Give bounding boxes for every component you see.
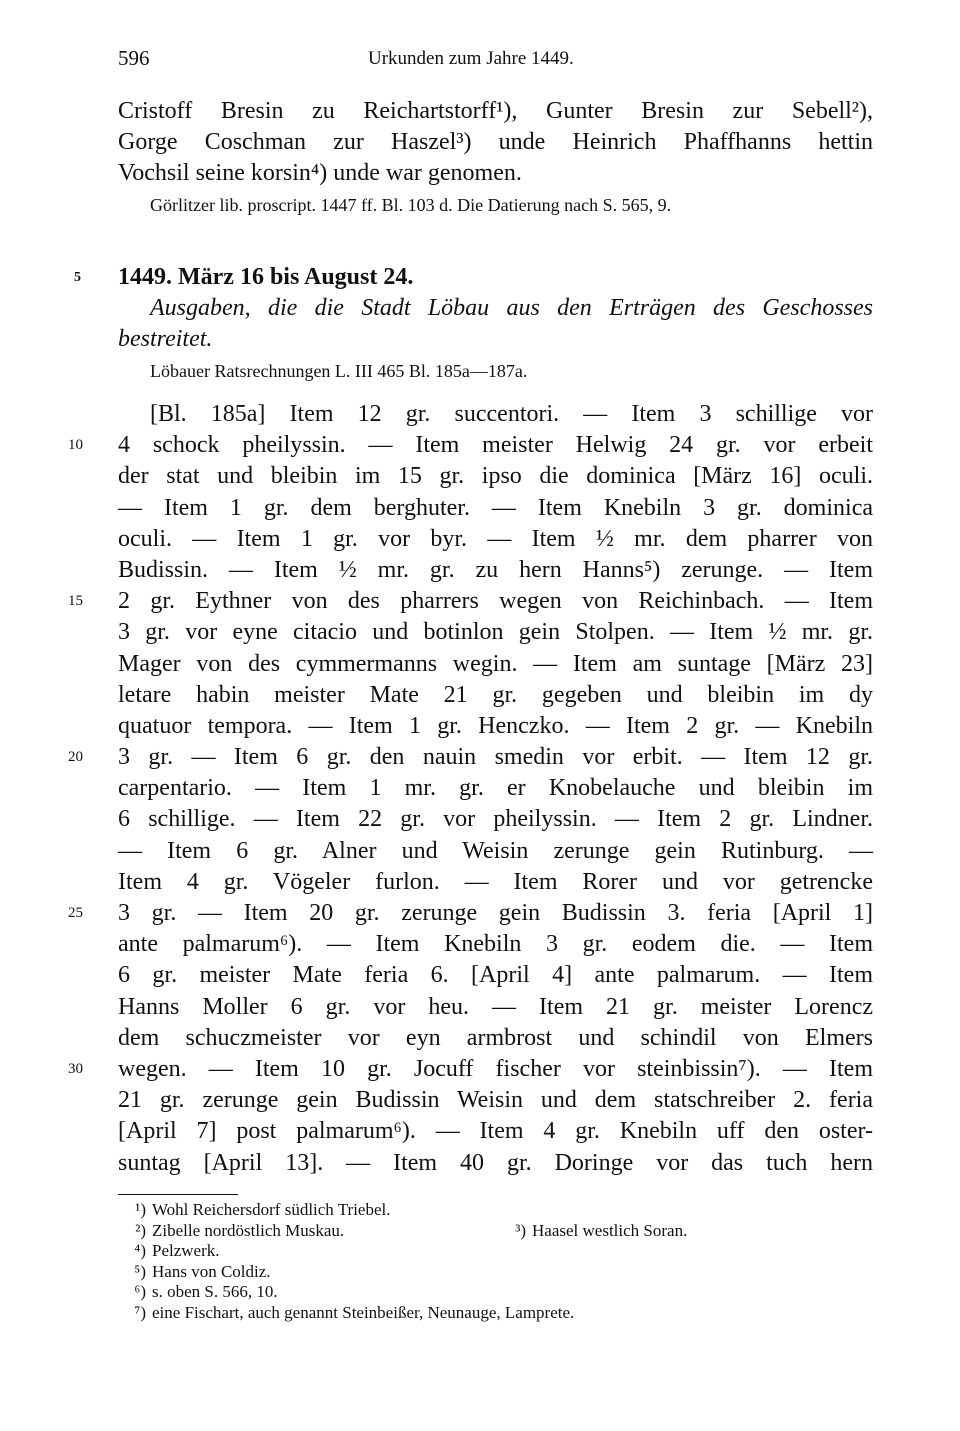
running-head: Urkunden zum Jahre 1449. [368,48,574,69]
footnote [498,1221,687,1242]
page-header [118,46,872,76]
text-line [118,867,873,898]
footnote-text: Pelzwerk. [152,1241,220,1260]
text-line [118,960,873,991]
footnote-mark: ¹) [135,1200,146,1219]
intro-source-note: Görlitzer lib. proscript. 1447 ff. Bl. 103 d. Die Datierung nach S. 565, 9. [150,194,672,215]
page-number: 596 [118,46,150,70]
footnote [118,1303,818,1324]
footnotes [118,1200,818,1323]
line-text: [April 7] post palmarum⁶). — Item 4 gr. Knebiln uff den oster- [118,1118,873,1145]
text-line [118,680,873,711]
text-line [118,929,873,960]
footnote-text: eine Fischart, auch genannt Steinbeißer, Neunauge, Lamprete. [152,1302,575,1322]
line-number: 5 [74,270,81,285]
text-line [118,649,873,680]
line-text: carpentario. — Item 1 mr. gr. er Knobelauche und bleibin im [118,775,873,802]
line-text: 3 gr. — Item 6 gr. den nauin smedin vor erbit. — Item 12 gr. [118,744,873,771]
text-line [68,742,873,773]
footnote-mark: ⁵) [134,1261,146,1281]
line-text: letare habin meister Mate 21 gr. gegeben und bleibin im dy [118,681,873,708]
line-number: 25 [68,905,83,921]
line-text: 3 gr. vor eyne citacio und botinlon gein Stolpen. — Item ½ mr. gr. [118,619,873,646]
line-text: Budissin. — Item ½ mr. gr. zu hern Hanns⁵) zerunge. — Item [118,556,873,583]
line-text: Item 4 gr. Vögeler furlon. — Item Rorer und vor getrencke [118,868,873,895]
text-line [118,836,873,867]
footnote-text: Hans von Coldiz. [152,1261,271,1281]
text-line [68,898,873,929]
text-line: Gorge Coschman zur Haszel³) unde Heinrich Phaffhanns hettin [118,129,873,156]
line-text: 6 gr. meister Mate feria 6. [April 4] ante palmarum. — Item [118,962,873,989]
line-text: dem schuczmeister vor eyn armbrost und schindil von Elmers [118,1024,873,1051]
text-line [118,773,873,804]
footnote-mark: ²) [135,1220,146,1240]
text-line [118,399,873,430]
text-line: Vochsil seine korsin⁴) unde war genomen. [118,160,522,187]
entry-block [74,262,873,387]
line-text: Mager von des cymmermanns wegin. — Item am suntage [März 23] [118,650,873,677]
text-line [118,1116,873,1147]
footnote-mark: ⁴) [134,1241,146,1260]
line-text: 4 schock pheilyssin. — Item meister Helwig 24 gr. vor erbeit [118,432,873,459]
footnote [118,1241,818,1262]
footnote-text: s. oben S. 566, 10. [152,1282,278,1301]
text-line [68,1054,873,1085]
line-text: quatuor tempora. — Item 1 gr. Henczko. — Item 2 gr. — Knebiln [118,712,873,739]
line-number: 30 [68,1060,83,1077]
line-text: wegen. — Item 10 gr. Jocuff fischer vor steinbissin⁷). — Item [118,1055,873,1082]
footnote [118,1200,818,1221]
text-line [68,430,873,461]
text-line [118,1085,873,1116]
text-line [118,524,873,555]
text-line [118,1148,873,1179]
text-line [118,711,873,742]
footnote-text: Haasel westlich Soran. [532,1220,688,1240]
line-text: suntag [April 13]. — Item 40 gr. Doringe vor das tuch hern [118,1149,873,1176]
entry-date-heading [74,262,873,293]
text-line [118,461,873,492]
entry-source-note: Löbauer Ratsrechnungen L. III 465 Bl. 185a—187a. [150,360,528,381]
line-number: 10 [68,437,83,454]
line-text: 21 gr. zerunge gein Budissin Weisin und dem statschreiber 2. feria [118,1087,873,1114]
line-text: 2 gr. Eythner von des pharrers wegen von Reichinbach. — Item [118,588,873,615]
footnote [118,1282,818,1303]
text-line: Cristoff Bresin zu Reichartstorff¹), Gunter Bresin zur Sebell²), [118,98,873,124]
footnote-mark: ⁷) [134,1302,146,1322]
text-line [118,804,873,835]
main-text [68,399,873,1179]
footnote [118,1221,818,1242]
date-heading: 1449. März 16 bis August 24. [118,264,414,290]
line-text: ante palmarum⁶). — Item Knebiln 3 gr. eodem die. — Item [118,931,873,958]
entry-summary: Ausgaben, die die Stadt Löbau aus den Erträgen des Geschosses [150,295,873,322]
line-text: oculi. — Item 1 gr. vor byr. — Item ½ mr. dem pharrer von [118,525,873,552]
line-text: — Item 1 gr. dem berghuter. — Item Knebiln 3 gr. dominica [118,494,873,521]
line-text: — Item 6 gr. Alner und Weisin zerunge gein Rutinburg. — [118,837,873,864]
footnote [118,1262,818,1283]
text-line [118,493,873,524]
text-line [118,992,873,1023]
footnote-rule [118,1194,238,1195]
footnote-mark: ³) [515,1220,526,1240]
line-text: Hanns Moller 6 gr. vor heu. — Item 21 gr. meister Lorencz [118,993,873,1020]
line-text: 3 gr. — Item 20 gr. zerunge gein Budissin 3. feria [April 1] [118,900,873,926]
line-number: 15 [68,593,83,610]
text-line [118,555,873,586]
text-line [118,1023,873,1054]
footnote-text: Zibelle nordöstlich Muskau. [152,1220,345,1240]
text-line [118,617,873,648]
line-number: 20 [68,749,83,766]
intro-paragraph [118,96,873,221]
footnote-text: Wohl Reichersdorf südlich Triebel. [152,1200,391,1219]
line-text: der stat und bleibin im 15 gr. ipso die dominica [März 16] oculi. [118,463,873,490]
text-line [68,586,873,617]
line-text: 6 schillige. — Item 22 gr. vor pheilyssin. — Item 2 gr. Lindner. [118,806,873,833]
line-text: [Bl. 185a] Item 12 gr. succentori. — Item 3 schillige vor [150,401,873,427]
footnote-mark: ⁶) [134,1282,146,1301]
entry-summary-cont: bestreitet. [118,326,213,353]
